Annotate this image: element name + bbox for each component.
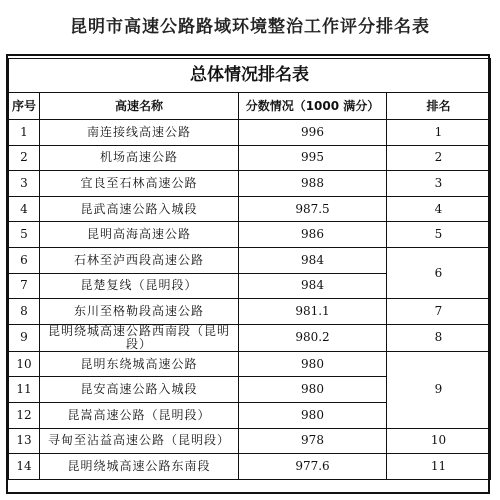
cell-name: 东川至格勒段高速公路: [40, 299, 239, 325]
cell-name: 昆楚复线（昆明段）: [40, 273, 239, 299]
cell-score: 978: [239, 428, 387, 454]
table-row: [9, 324, 491, 351]
table-row: [9, 454, 491, 480]
cell-score: 980: [239, 402, 387, 428]
cell-rank: 6: [387, 247, 491, 298]
cell-rank: 1: [387, 120, 491, 146]
cell-name: 昆明绕城高速公路西南段（昆明段）: [40, 324, 239, 351]
cell-score: 984: [239, 247, 387, 273]
cell-name: 昆武高速公路入城段: [40, 196, 239, 222]
cell-name: 昆安高速公路入城段: [40, 377, 239, 403]
cell-no: 9: [9, 324, 40, 351]
table-row: [9, 120, 491, 146]
cell-score: 988: [239, 171, 387, 197]
cell-score: 987.5: [239, 196, 387, 222]
cell-no: 5: [9, 222, 40, 248]
cell-name: 昆嵩高速公路（昆明段）: [40, 402, 239, 428]
table-body: [9, 120, 491, 480]
ranking-table: [8, 58, 491, 480]
cell-name: 寻甸至沾益高速公路（昆明段）: [40, 428, 239, 454]
table-row: [9, 428, 491, 454]
table-row: [9, 351, 491, 377]
cell-score: 980: [239, 351, 387, 377]
cell-name: 机场高速公路: [40, 145, 239, 171]
cell-rank: 11: [387, 454, 491, 480]
table-subtitle: 总体情况排名表: [9, 59, 491, 93]
table-row: [9, 247, 491, 273]
cell-score: 996: [239, 120, 387, 146]
cell-no: 4: [9, 196, 40, 222]
table-row: [9, 171, 491, 197]
table-row: [9, 299, 491, 325]
cell-no: 13: [9, 428, 40, 454]
cell-no: 1: [9, 120, 40, 146]
cell-score: 977.6: [239, 454, 387, 480]
header-rank: 排名: [387, 93, 491, 120]
document-title: 昆明市高速公路路域环境整治工作评分排名表: [70, 17, 430, 37]
cell-rank: 5: [387, 222, 491, 248]
cell-rank: 10: [387, 428, 491, 454]
cell-no: 6: [9, 247, 40, 273]
header-no: 序号: [9, 93, 40, 120]
table-row: [9, 196, 491, 222]
cell-no: 11: [9, 377, 40, 403]
cell-name: 昆明东绕城高速公路: [40, 351, 239, 377]
cell-rank: 2: [387, 145, 491, 171]
cell-no: 12: [9, 402, 40, 428]
cell-score: 984: [239, 273, 387, 299]
cell-name: 石林至泸西段高速公路: [40, 247, 239, 273]
cell-rank: 7: [387, 299, 491, 325]
cell-score: 981.1: [239, 299, 387, 325]
cell-no: 3: [9, 171, 40, 197]
cell-rank: 9: [387, 351, 491, 428]
cell-no: 8: [9, 299, 40, 325]
cell-no: 10: [9, 351, 40, 377]
cell-no: 7: [9, 273, 40, 299]
cell-name: 宜良至石林高速公路: [40, 171, 239, 197]
cell-rank: 4: [387, 196, 491, 222]
cell-no: 14: [9, 454, 40, 480]
cell-no: 2: [9, 145, 40, 171]
cell-name: 南连接线高速公路: [40, 120, 239, 146]
cell-name: 昆明高海高速公路: [40, 222, 239, 248]
table-row: [9, 145, 491, 171]
cell-rank: 8: [387, 324, 491, 351]
header-score: 分数情况（1000 满分）: [239, 93, 387, 120]
table-row: [9, 222, 491, 248]
cell-score: 986: [239, 222, 387, 248]
header-name: 高速名称: [40, 93, 239, 120]
cell-score: 980: [239, 377, 387, 403]
cell-name: 昆明绕城高速公路东南段: [40, 454, 239, 480]
cell-rank: 3: [387, 171, 491, 197]
cell-score: 995: [239, 145, 387, 171]
cell-score: 980.2: [239, 324, 387, 351]
